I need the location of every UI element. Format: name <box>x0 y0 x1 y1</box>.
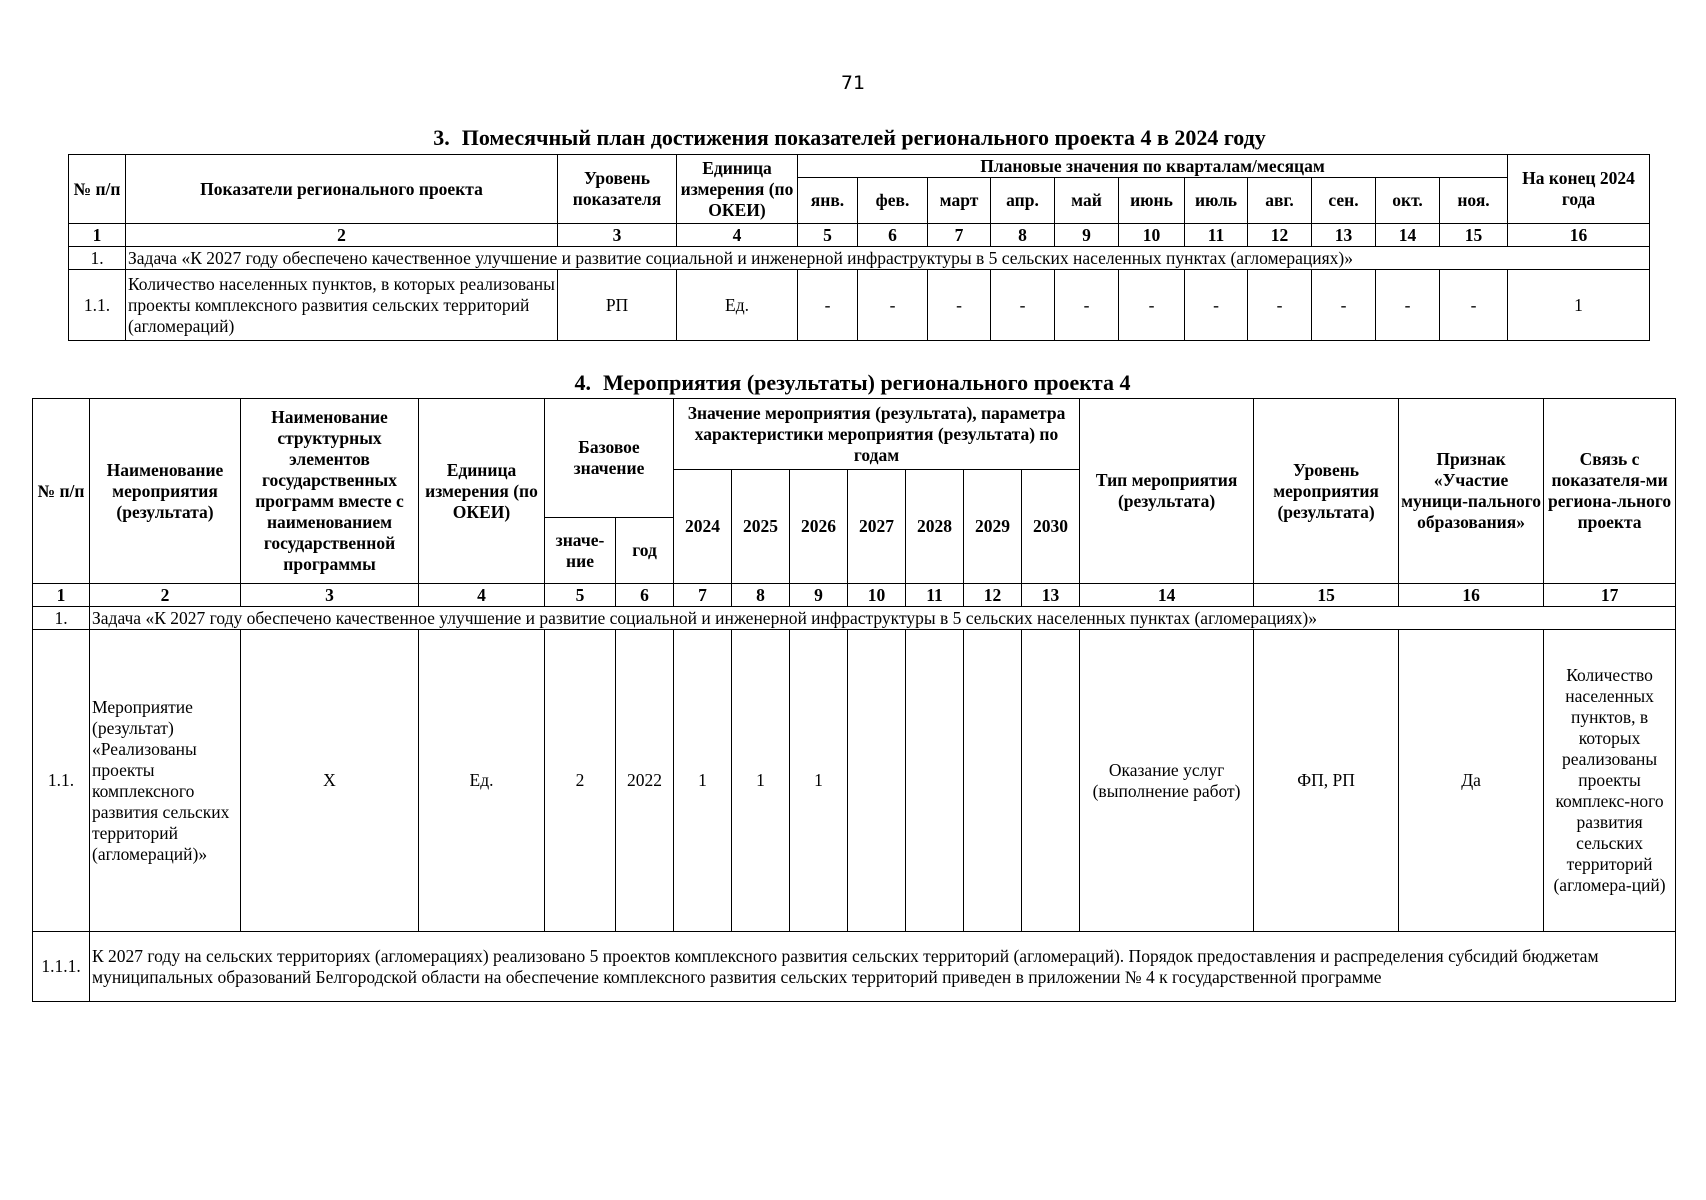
month-value: - <box>1312 270 1376 341</box>
header-month: июнь <box>1119 178 1185 224</box>
section-3-title-text: Помесячный план достижения показателей регионального проекта 4 в 2024 году <box>461 125 1266 150</box>
header-name: Наименование мероприятия (результата) <box>90 399 241 584</box>
base-year: 2022 <box>616 630 674 932</box>
header-struct: Наименование структурных элементов государственных программ вместе с наименованием государственной программы <box>241 399 419 584</box>
column-number: 6 <box>858 224 928 247</box>
header-month: март <box>928 178 991 224</box>
note-row <box>33 932 1676 1002</box>
column-number: 13 <box>1312 224 1376 247</box>
section-4-title <box>32 370 1673 396</box>
year-value <box>1022 630 1080 932</box>
year-value <box>906 630 964 932</box>
note-number: 1.1.1. <box>33 932 90 1002</box>
task-number: 1. <box>69 247 126 270</box>
activity-unit: Ед. <box>419 630 545 932</box>
column-number: 16 <box>1399 584 1544 607</box>
column-number: 8 <box>732 584 790 607</box>
page-number: 71 <box>840 72 866 94</box>
header-year: 2029 <box>964 470 1022 584</box>
month-value: - <box>1440 270 1508 341</box>
column-number: 15 <box>1254 584 1399 607</box>
activity-type: Оказание услуг (выполнение работ) <box>1080 630 1254 932</box>
header-num: № п/п <box>33 399 90 584</box>
column-number: 12 <box>964 584 1022 607</box>
year-value <box>848 630 906 932</box>
column-number: 13 <box>1022 584 1080 607</box>
month-value: - <box>798 270 858 341</box>
header-unit: Единица измерения (по ОКЕИ) <box>419 399 545 584</box>
header-indicators: Показатели регионального проекта <box>126 155 558 224</box>
header-base-year: год <box>616 518 674 584</box>
column-number: 12 <box>1248 224 1312 247</box>
column-number: 6 <box>616 584 674 607</box>
header-month: авг. <box>1248 178 1312 224</box>
column-number: 3 <box>241 584 419 607</box>
table-row <box>33 630 1676 932</box>
indicator-link: Количество населенных пунктов, в которых реализованы проекты комплекс-ного развития сельских территорий (агломера-ций) <box>1544 630 1676 932</box>
row-number: 1.1. <box>33 630 90 932</box>
month-value: - <box>1376 270 1440 341</box>
header-month: сен. <box>1312 178 1376 224</box>
table-row <box>69 270 1650 341</box>
header-month: июль <box>1185 178 1248 224</box>
header-link: Связь с показателя-ми регионa-льного проекта <box>1544 399 1676 584</box>
column-number: 4 <box>419 584 545 607</box>
column-number: 7 <box>674 584 732 607</box>
header-level: Уровень мероприятия (результата) <box>1254 399 1399 584</box>
column-number: 11 <box>906 584 964 607</box>
activity-level: ФП, РП <box>1254 630 1399 932</box>
section-3-title <box>68 125 1631 151</box>
header-planned: Плановые значения по кварталам/месяцам <box>798 155 1508 178</box>
column-number: 14 <box>1376 224 1440 247</box>
header-year: 2027 <box>848 470 906 584</box>
column-number: 9 <box>790 584 848 607</box>
task-text: Задача «К 2027 году обеспечено качественное улучшение и развитие социальной и инженерной инфраструктуры в 5 сельских населенных пунктах (агломерациях)» <box>90 607 1676 630</box>
monthly-plan-table <box>68 154 1650 341</box>
indicator-level: РП <box>558 270 677 341</box>
section-3-number: 3. <box>433 125 450 150</box>
header-month: окт. <box>1376 178 1440 224</box>
column-number: 1 <box>69 224 126 247</box>
header-month: апр. <box>991 178 1055 224</box>
month-value: - <box>928 270 991 341</box>
column-number: 15 <box>1440 224 1508 247</box>
header-unit: Единица измерения (по ОКЕИ) <box>677 155 798 224</box>
header-year: 2025 <box>732 470 790 584</box>
section-4-number: 4. <box>574 370 591 395</box>
column-number: 2 <box>90 584 241 607</box>
column-number: 7 <box>928 224 991 247</box>
header-year: 2030 <box>1022 470 1080 584</box>
header-month: ноя. <box>1440 178 1508 224</box>
header-num: № п/п <box>69 155 126 224</box>
activity-name: Мероприятие (результат) «Реализованы проекты комплексного развития сельских территорий (агломераций)» <box>90 630 241 932</box>
year-value: 1 <box>732 630 790 932</box>
column-number: 10 <box>1119 224 1185 247</box>
header-end: На конец 2024 года <box>1508 155 1650 224</box>
base-value: 2 <box>545 630 616 932</box>
header-sign: Признак «Участие муници-пального образования» <box>1399 399 1544 584</box>
note-text: К 2027 году на сельских территориях (агломерациях) реализовано 5 проектов комплексного развития сельских территорий (агломераций). Порядок предоставления и распределения субсидий бюджетам муниципальных образований Белгородской области на обеспечение комплексного развития сельских территорий приведен в приложении № 4 к государственной программе <box>90 932 1676 1002</box>
month-value: - <box>1185 270 1248 341</box>
section-4-title-text: Мероприятия (результаты) регионального проекта 4 <box>602 370 1131 395</box>
header-year: 2024 <box>674 470 732 584</box>
year-value: 1 <box>674 630 732 932</box>
column-number: 10 <box>848 584 906 607</box>
column-number: 17 <box>1544 584 1676 607</box>
header-month: янв. <box>798 178 858 224</box>
header-base-value: значе-ние <box>545 518 616 584</box>
header-year: 2026 <box>790 470 848 584</box>
header-type: Тип мероприятия (результата) <box>1080 399 1254 584</box>
indicator-unit: Ед. <box>677 270 798 341</box>
activities-table <box>32 398 1676 1002</box>
header-month: май <box>1055 178 1119 224</box>
struct-element: Х <box>241 630 419 932</box>
column-number: 16 <box>1508 224 1650 247</box>
column-number: 3 <box>558 224 677 247</box>
year-value: 1 <box>790 630 848 932</box>
header-month: фев. <box>858 178 928 224</box>
month-value: - <box>858 270 928 341</box>
year-value <box>964 630 1022 932</box>
column-number: 5 <box>545 584 616 607</box>
header-base: Базовое значение <box>545 399 674 518</box>
end-value: 1 <box>1508 270 1650 341</box>
header-year: 2028 <box>906 470 964 584</box>
column-number: 5 <box>798 224 858 247</box>
column-number: 11 <box>1185 224 1248 247</box>
header-values: Значение мероприятия (результата), параметра характеристики мероприятия (результата) по годам <box>674 399 1080 470</box>
column-number: 4 <box>677 224 798 247</box>
month-value: - <box>1055 270 1119 341</box>
month-value: - <box>991 270 1055 341</box>
month-value: - <box>1119 270 1185 341</box>
header-level: Уровень показателя <box>558 155 677 224</box>
municipal-sign: Да <box>1399 630 1544 932</box>
indicator-name: Количество населенных пунктов, в которых реализованы проекты комплексного развития сельских территорий (агломераций) <box>126 270 558 341</box>
column-number: 2 <box>126 224 558 247</box>
column-number: 8 <box>991 224 1055 247</box>
task-text: Задача «К 2027 году обеспечено качественное улучшение и развитие социальной и инженерной инфраструктуры в 5 сельских населенных пунктах (агломерациях)» <box>126 247 1650 270</box>
column-number: 9 <box>1055 224 1119 247</box>
row-number: 1.1. <box>69 270 126 341</box>
task-number: 1. <box>33 607 90 630</box>
column-number: 1 <box>33 584 90 607</box>
column-number: 14 <box>1080 584 1254 607</box>
month-value: - <box>1248 270 1312 341</box>
